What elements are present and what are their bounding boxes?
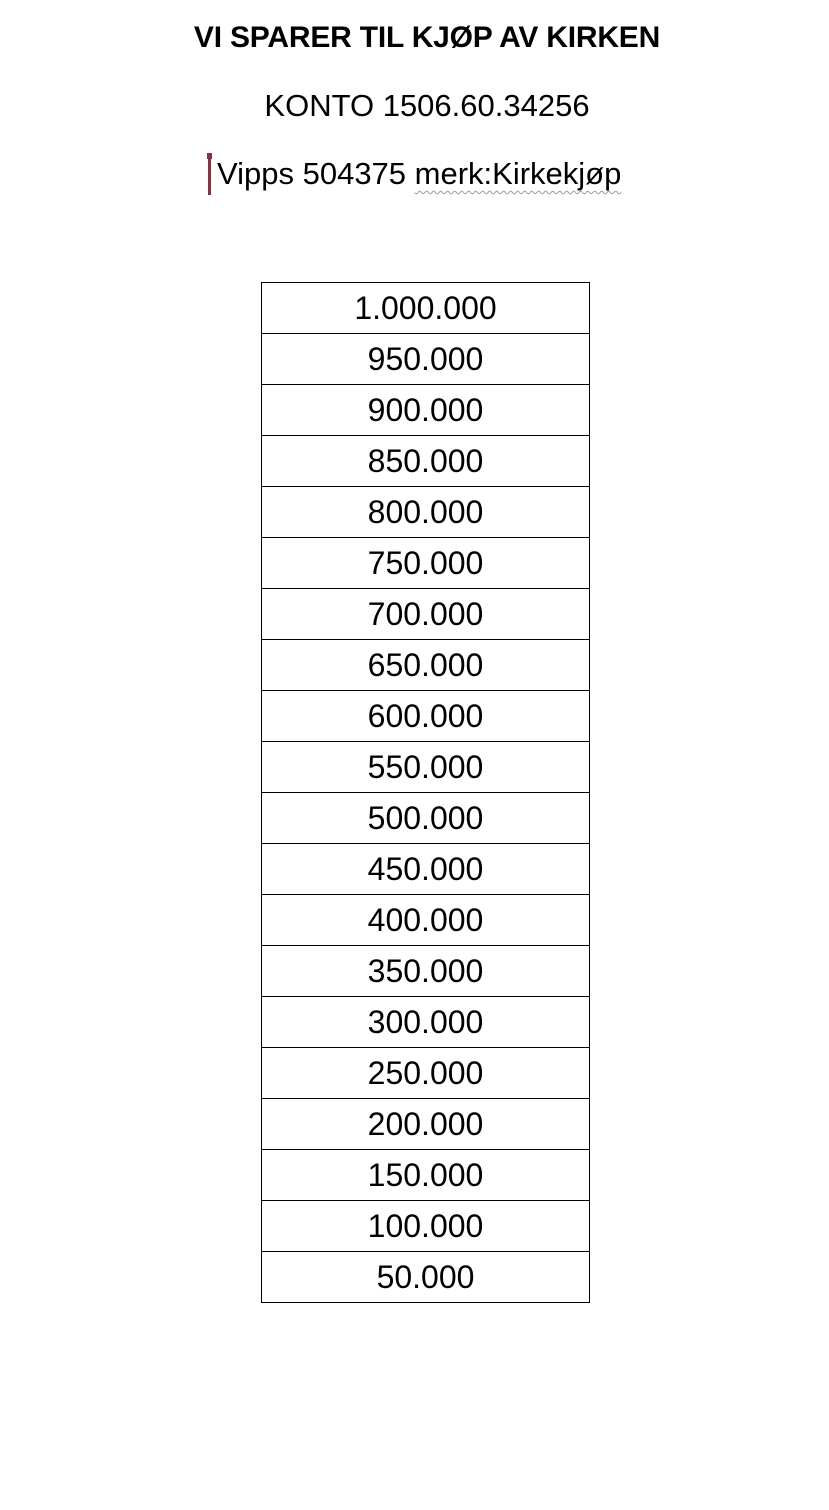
savings-goal-table-body (262, 283, 590, 1303)
amount-cell[interactable]: 500.000 (262, 793, 590, 844)
table-row (262, 640, 590, 691)
table-row (262, 997, 590, 1048)
amount-cell[interactable]: 400.000 (262, 895, 590, 946)
vipps-number-text: Vipps 504375 (217, 156, 415, 191)
amount-cell[interactable]: 900.000 (262, 385, 590, 436)
amount-cell[interactable]: 450.000 (262, 844, 590, 895)
amount-cell[interactable]: 50.000 (262, 1252, 590, 1303)
table-row (262, 895, 590, 946)
savings-goal-table (261, 282, 590, 1303)
amount-cell[interactable]: 700.000 (262, 589, 590, 640)
amount-cell[interactable]: 650.000 (262, 640, 590, 691)
amount-cell[interactable]: 950.000 (262, 334, 590, 385)
vipps-line[interactable] (208, 152, 621, 196)
table-row (262, 283, 590, 334)
table-row (262, 793, 590, 844)
table-row (262, 385, 590, 436)
table-row (262, 589, 590, 640)
table-row (262, 1099, 590, 1150)
amount-cell[interactable]: 200.000 (262, 1099, 590, 1150)
amount-cell[interactable]: 250.000 (262, 1048, 590, 1099)
table-row (262, 1201, 590, 1252)
account-number-line: KONTO 1506.60.34256 (264, 88, 590, 123)
table-row (262, 436, 590, 487)
table-row (262, 1048, 590, 1099)
amount-cell[interactable]: 100.000 (262, 1201, 590, 1252)
amount-cell[interactable]: 1.000.000 (262, 283, 590, 334)
amount-cell[interactable]: 300.000 (262, 997, 590, 1048)
table-row (262, 844, 590, 895)
table-row (262, 334, 590, 385)
amount-cell[interactable]: 800.000 (262, 487, 590, 538)
amount-cell[interactable]: 550.000 (262, 742, 590, 793)
text-cursor (208, 153, 211, 195)
amount-cell[interactable]: 350.000 (262, 946, 590, 997)
table-row (262, 1150, 590, 1201)
table-row (262, 691, 590, 742)
table-row (262, 487, 590, 538)
vipps-note-text: merk:Kirkekjøp (414, 156, 622, 191)
table-row (262, 742, 590, 793)
amount-cell[interactable]: 150.000 (262, 1150, 590, 1201)
table-row (262, 1252, 590, 1303)
table-row (262, 946, 590, 997)
amount-cell[interactable]: 750.000 (262, 538, 590, 589)
amount-cell[interactable]: 850.000 (262, 436, 590, 487)
document-title: VI SPARER TIL KJØP AV KIRKEN (193, 21, 661, 54)
table-row (262, 538, 590, 589)
amount-cell[interactable]: 600.000 (262, 691, 590, 742)
